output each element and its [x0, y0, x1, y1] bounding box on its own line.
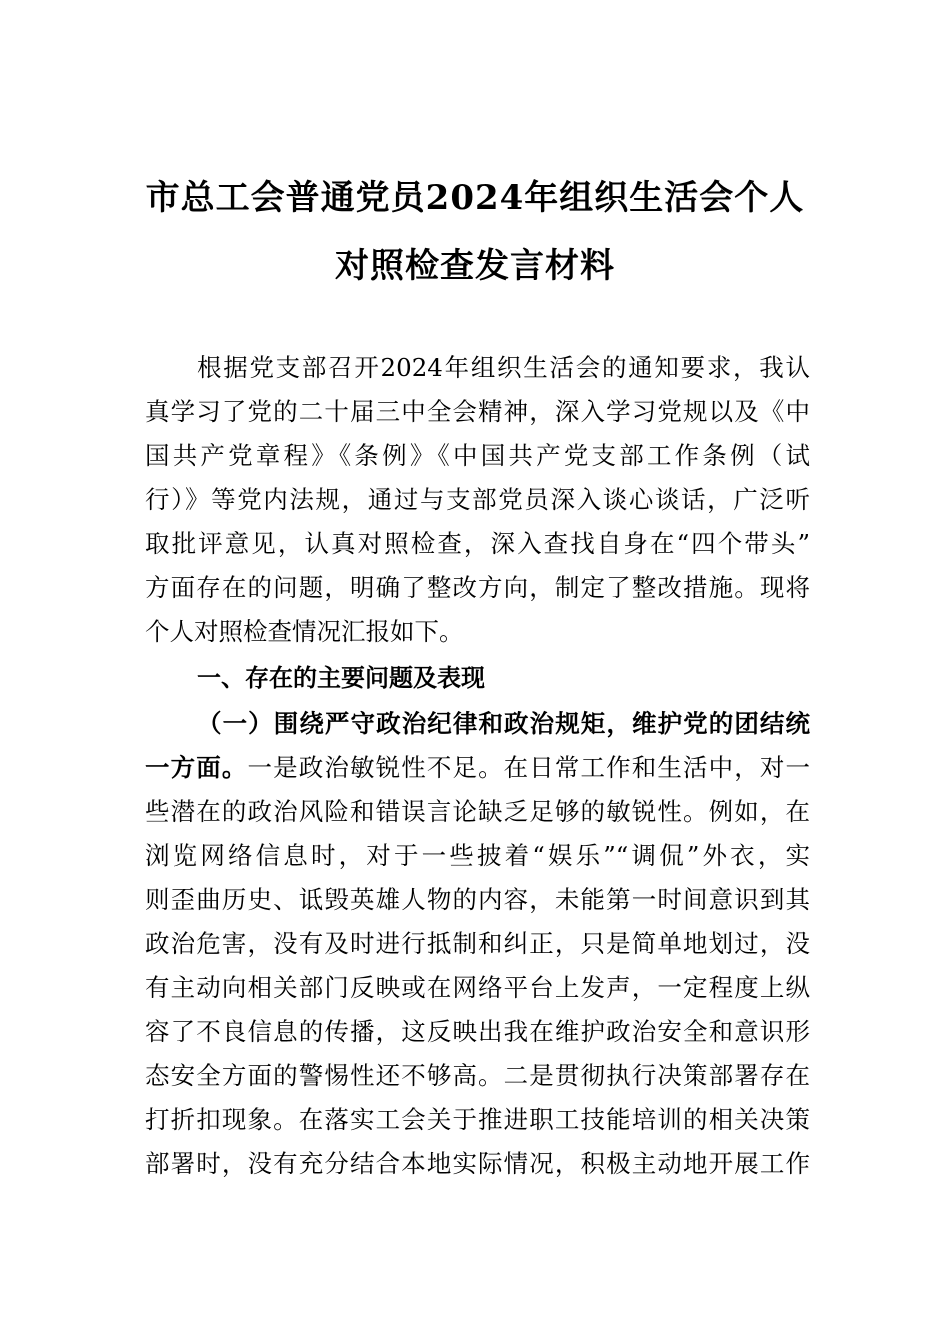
body-line: 浏览网络信息时，对于一些披着“娱乐”“调侃”外衣，实 [145, 841, 810, 870]
body-line-text: 一是政治敏锐性不足。在日常工作和生活中，对一 [247, 753, 811, 782]
body-line: 有主动向相关部门反映或在网络平台上发声，一定程度上纵 [145, 973, 810, 1002]
intro-line: 方面存在的问题，明确了整改方向，制定了整改措施。现将 [145, 573, 810, 602]
body-line: 则歪曲历史、诋毁英雄人物的内容，未能第一时间意识到其 [145, 885, 810, 914]
subsection-heading-tail: 一方面。 [145, 753, 248, 782]
body-line: 打折扣现象。在落实工会关于推进职工技能培训的相关决策 [145, 1105, 810, 1134]
body-line: 容了不良信息的传播，这反映出我在维护政治安全和意识形 [145, 1017, 810, 1046]
intro-line: 取批评意见，认真对照检查，深入查找自身在“四个带头” [145, 529, 810, 558]
intro-line: 个人对照检查情况汇报如下。 [145, 617, 464, 646]
intro-line: 行）》等党内法规，通过与支部党员深入谈心谈话，广泛听 [145, 485, 810, 514]
intro-line: 根据党支部召开2024年组织生活会的通知要求，我认 [197, 353, 810, 382]
body-line [145, 746, 810, 790]
body-line: 些潜在的政治风险和错误言论缺乏足够的敏锐性。例如，在 [145, 797, 810, 826]
body-line: 政治危害，没有及时进行抵制和纠正，只是简单地划过，没 [145, 929, 810, 958]
subsection-heading-line: （一）围绕严守政治纪律和政治规矩，维护党的团结统 [197, 709, 810, 738]
intro-line: 真学习了党的二十届三中全会精神，深入学习党规以及《中 [145, 397, 810, 426]
section-heading: 一、存在的主要问题及表现 [197, 664, 485, 692]
document-title-line-2: 对照检查发言材料 [335, 246, 615, 286]
intro-line: 国共产党章程》《条例》《中国共产党支部工作条例（试 [145, 441, 810, 470]
body-line: 态安全方面的警惕性还不够高。二是贯彻执行决策部署存在 [145, 1061, 810, 1090]
body-line: 部署时，没有充分结合本地实际情况，积极主动地开展工作 [145, 1149, 810, 1178]
document-title-line-1: 市总工会普通党员2024年组织生活会个人 [145, 178, 805, 218]
